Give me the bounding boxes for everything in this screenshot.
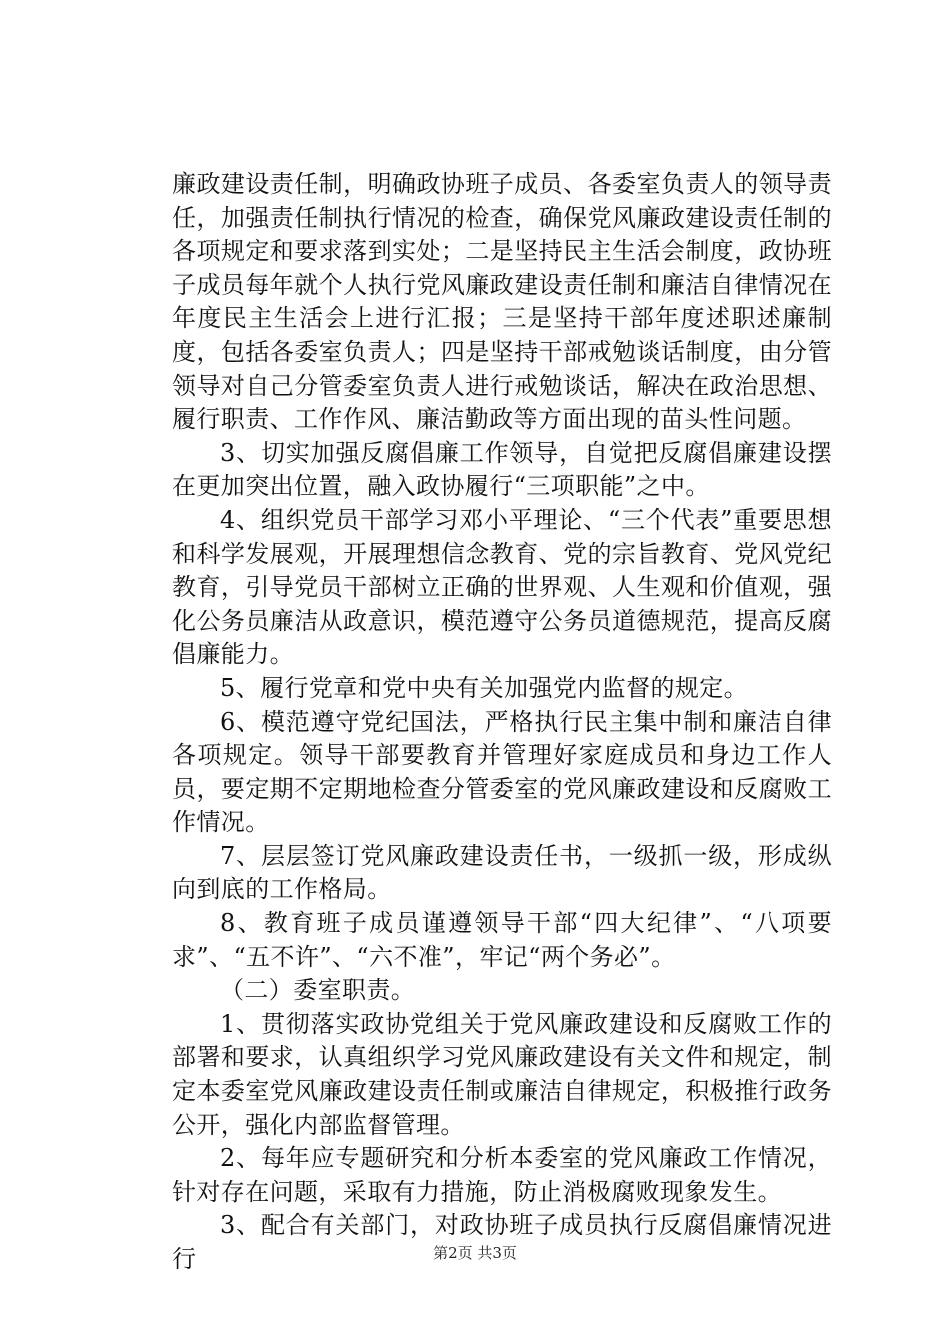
paragraph-3: 4、组织党员干部学习邓小平理论、“三个代表”重要思想和科学发展观，开展理想信念教育、党的宗旨教育、党风党纪教育，引导党员干部树立正确的世界观、人生观和价值观，强化公务员廉洁从政意识，模范遵守公务员道德规范，提高反腐倡廉能力。: [172, 505, 832, 669]
paragraph-8: 1、贯彻落实政协党组关于党风廉政建设和反腐败工作的部署和要求，认真组织学习党风廉政建设有关文件和规定，制定本委室党风廉政建设责任制或廉洁自律规定，积极推行政务公开，强化内部监督管理。: [172, 1009, 832, 1139]
paragraph-5: 6、模范遵守党纪国法，严格执行民主集中制和廉洁自律各项规定。领导干部要教育并管理好家庭成员和身边工作人员，要定期不定期地检查分管委室的党风廉政建设和反腐败工作情况。: [172, 707, 832, 837]
paragraph-4: 5、履行党章和党中央有关加强党内监督的规定。: [220, 673, 749, 702]
section-heading: （二）委室职责。: [220, 976, 416, 1005]
page-footer: 第2页 共3页: [433, 1244, 517, 1262]
paragraph-7: 8、教育班子成员谨遵领导干部“四大纪律”、“八项要求”、“五不许”、“六不准”，牢记“两个务必”。: [172, 909, 832, 971]
document-body: [172, 168, 832, 1277]
paragraph-10: 3、配合有关部门，对政协班子成员执行反腐倡廉情况进行: [172, 1211, 832, 1273]
paragraph-9: 2、每年应专题研究和分析本委室的党风廉政工作情况，针对存在问题，采取有力措施，防止消极腐败现象发生。: [172, 1144, 832, 1206]
paragraph-1: 廉政建设责任制，明确政协班子成员、各委室负责人的领导责任，加强责任制执行情况的检查，确保党风廉政建设责任制的各项规定和要求落到实处；二是坚持民主生活会制度，政协班子成员每年就个人执行党风廉政建设责任制和廉洁自律情况在年度民主生活会上进行汇报；三是坚持干部年度述职述廉制度，包括各委室负责人；四是坚持干部戒勉谈话制度，由分管领导对自己分管委室负责人进行戒勉谈话，解决在政治思想、履行职责、工作作风、廉洁勤政等方面出现的苗头性问题。: [172, 170, 832, 434]
paragraph-2: 3、切实加强反腐倡廉工作领导，自觉把反腐倡廉建设摆在更加突出位置，融入政协履行“三项职能”之中。: [172, 438, 832, 501]
paragraph-6: 7、层层签订党风廉政建设责任书，一级抓一级，形成纵向到底的工作格局。: [172, 841, 832, 904]
